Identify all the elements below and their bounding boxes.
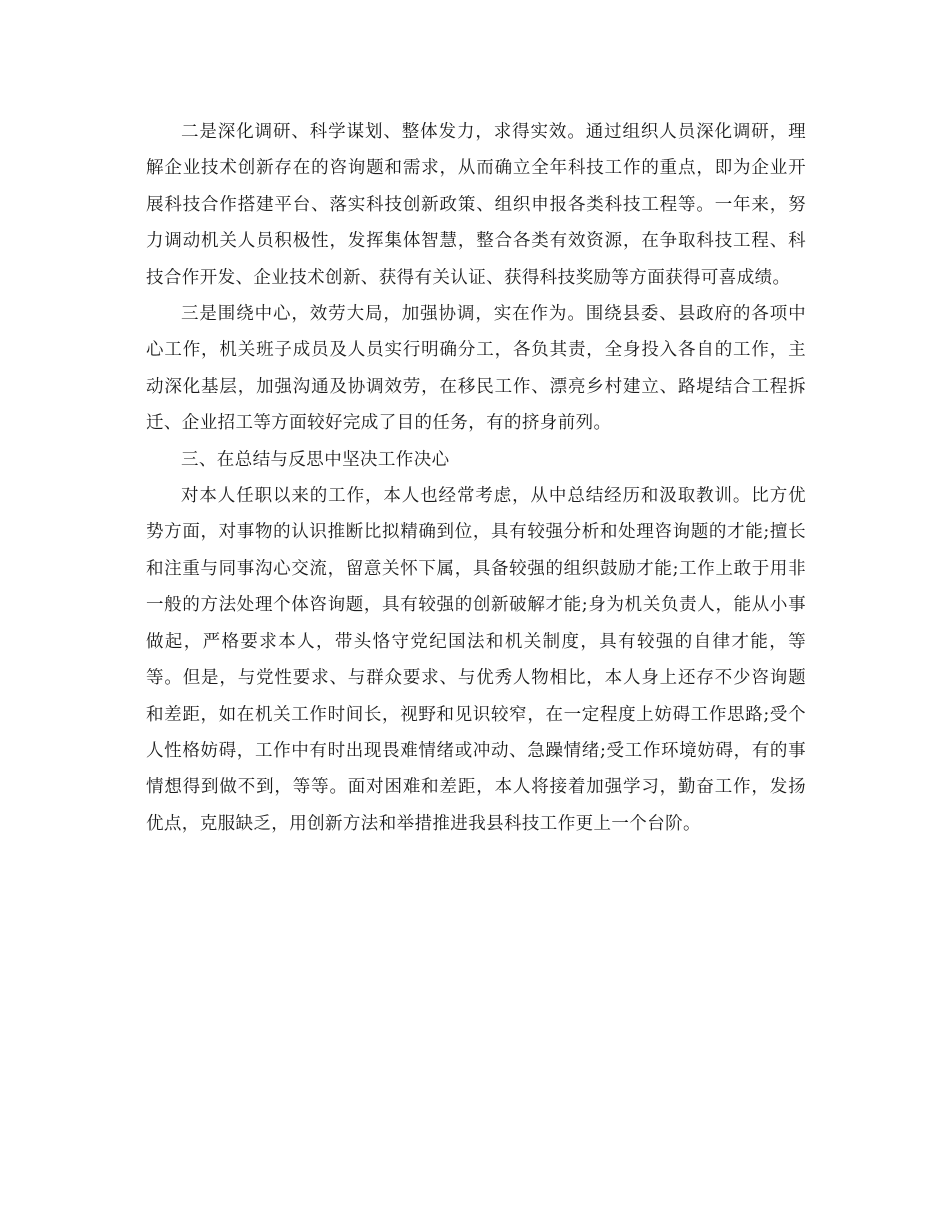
document-body (146, 114, 806, 842)
paragraph-research: 二是深化调研、科学谋划、整体发力，求得实效。通过组织人员深化调研，理解企业技术创新存在的咨询题和需求，从而确立全年科技工作的重点，即为企业开展科技合作搭建平台、落实科技创新政策、组织申报各类科技工程等。一年来，努力调动机关人员积极性，发挥集体智慧，整合各类有效资源，在争取科技工程、科技合作开发、企业技术创新、获得有关认证、获得科技奖励等方面获得可喜成绩。 (146, 122, 806, 288)
paragraph-self-assessment: 对本人任职以来的工作，本人也经常考虑，从中总结经历和汲取教训。比方优势方面，对事物的认识推断比拟精确到位，具有较强分析和处理咨询题的才能;擅长和注重与同事沟心交流，留意关怀下属，具备较强的组织鼓励才能;工作上敢于用非一般的方法处理个体咨询题，具有较强的创新破解才能;身为机关负责人，能从小事做起，严格要求本人，带头恪守党纪国法和机关制度，具有较强的自律才能，等等。但是，与党性要求、与群众要求、与优秀人物相比，本人身上还存不少咨询题和差距，如在机关工作时间长，视野和见识较窄，在一定程度上妨碍工作思路;受个人性格妨碍，工作中有时出现畏难情绪或冲动、急躁情绪;受工作环境妨碍，有的事情想得到做不到，等等。面对困难和差距，本人将接着加强学习，勤奋工作，发扬优点，克服缺乏，用创新方法和举措推进我县科技工作更上一个台阶。 (146, 486, 806, 834)
paragraph-center-work: 三是围绕中心，效劳大局，加强协调，实在作为。围绕县委、县政府的各项中心工作，机关班子成员及人员实行明确分工，各负其责，全身投入各自的工作，主动深化基层，加强沟通及协调效劳，在移民工作、漂亮乡村建立、路堤结合工程拆迁、企业招工等方面较好完成了目的任务，有的挤身前列。 (146, 304, 806, 434)
section-heading-reflection: 三、在总结与反思中坚决工作决心 (181, 449, 450, 470)
